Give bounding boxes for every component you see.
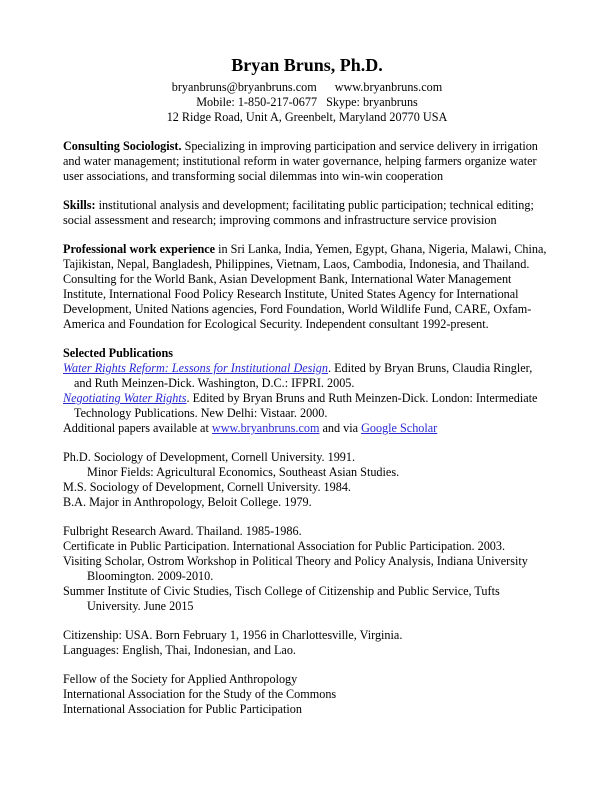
skype-text: Skype: bryanbruns <box>326 95 418 109</box>
publication-item <box>63 391 551 421</box>
education-line-ba: B.A. Major in Anthropology, Beloit College. 1979. <box>63 495 312 509</box>
summary-paragraph <box>63 139 551 184</box>
citizenship-line: Citizenship: USA. Born February 1, 1956 in Charlottesville, Virginia. <box>63 628 403 642</box>
education-section <box>63 450 551 510</box>
publication-citation-text: . Edited by Bryan Bruns, Claudia Ringler, and Ruth Meinzen-Dick. Washington, D.C.: IFPRI. 2005. <box>74 361 533 390</box>
experience-paragraph <box>63 242 551 332</box>
publication-citation-text: . Edited by Bryan Bruns and Ruth Meinzen-Dick. London: Intermediate Technology Publications. New Delhi: Vistaar. 2000. <box>74 391 538 420</box>
additional-papers-line <box>63 421 551 436</box>
award-item: Visiting Scholar, Ostrom Workshop in Political Theory and Policy Analysis, Indiana University Bloomington. 2009-2010. <box>63 554 528 583</box>
languages-line: Languages: English, Thai, Indonesian, and Lao. <box>63 643 296 657</box>
summary-text: Specializing in improving participation and service delivery in irrigation and water management; institutional reform in water governance, helping farmers organize water user associations, and transforming social dilemmas into win-win cooperation <box>63 139 538 183</box>
award-item: Fulbright Research Award. Thailand. 1985-1986. <box>63 524 302 538</box>
mobile-text: Mobile: 1-850-217-0677 <box>196 95 318 109</box>
contact-line-phone <box>63 95 551 110</box>
award-item: Summer Institute of Civic Studies, Tisch College of Citizenship and Public Service, Tufts University. June 2015 <box>63 584 500 613</box>
publications-section <box>63 346 551 436</box>
experience-text: in Sri Lanka, India, Yemen, Egypt, Ghana, Nigeria, Malawi, China, Tajikistan, Nepal, Bangladesh, Philippines, Vietnam, Laos, Cambodia, Indonesia, and Thailand. Consulting for the World Bank, Asian Development Bank, International Water Management Institute, International Food Policy Research Institute, United States Agency for International Development, United Nations agencies, Ford Foundation, World Wildlife Fund, CARE, Oxfam-America and Foundation for Ecological Security. Independent consultant 1992-present. <box>63 242 547 331</box>
membership-item: International Association for the Study of the Commons <box>63 687 337 701</box>
email-text: bryanbruns@bryanbruns.com <box>171 80 317 94</box>
contact-line-address: 12 Ridge Road, Unit A, Greenbelt, Maryland 20770 USA <box>166 110 448 124</box>
memberships-section <box>63 672 551 717</box>
publications-heading: Selected Publications <box>63 346 174 360</box>
awards-section <box>63 524 551 614</box>
membership-item: Fellow of the Society for Applied Anthropology <box>63 672 298 686</box>
publication-title-link-negotiating-water-rights[interactable]: Negotiating Water Rights <box>63 391 187 405</box>
skills-text: institutional analysis and development; facilitating public participation; technical editing; social assessment and research; improving commons and infrastructure service provision <box>63 198 534 227</box>
additional-papers-middle: and via <box>322 421 359 435</box>
skills-paragraph <box>63 198 551 228</box>
publication-title-link-water-rights-reform[interactable]: Water Rights Reform: Lessons for Institutional Design <box>63 361 328 375</box>
education-line-phd: Ph.D. Sociology of Development, Cornell University. 1991. <box>63 450 356 464</box>
google-scholar-link[interactable]: Google Scholar <box>361 421 438 435</box>
skills-lead: Skills: <box>63 198 96 212</box>
additional-papers-prefix: Additional papers available at <box>63 421 209 435</box>
resume-header <box>63 54 551 125</box>
education-line-ms: M.S. Sociology of Development, Cornell University. 1984. <box>63 480 351 494</box>
award-item: Certificate in Public Participation. International Association for Public Participation. 2003. <box>63 539 506 553</box>
website-text: www.bryanbruns.com <box>334 80 443 94</box>
summary-lead: Consulting Sociologist. <box>63 139 182 153</box>
personal-section <box>63 628 551 658</box>
education-line-minor-fields: Minor Fields: Agricultural Economics, Southeast Asian Studies. <box>87 465 400 479</box>
experience-lead: Professional work experience <box>63 242 216 256</box>
membership-item: International Association for Public Participation <box>63 702 302 716</box>
website-link[interactable]: www.bryanbruns.com <box>211 421 320 435</box>
publication-item <box>63 361 551 391</box>
contact-line-email <box>63 80 551 95</box>
page-title: Bryan Bruns, Ph.D. <box>231 55 383 75</box>
